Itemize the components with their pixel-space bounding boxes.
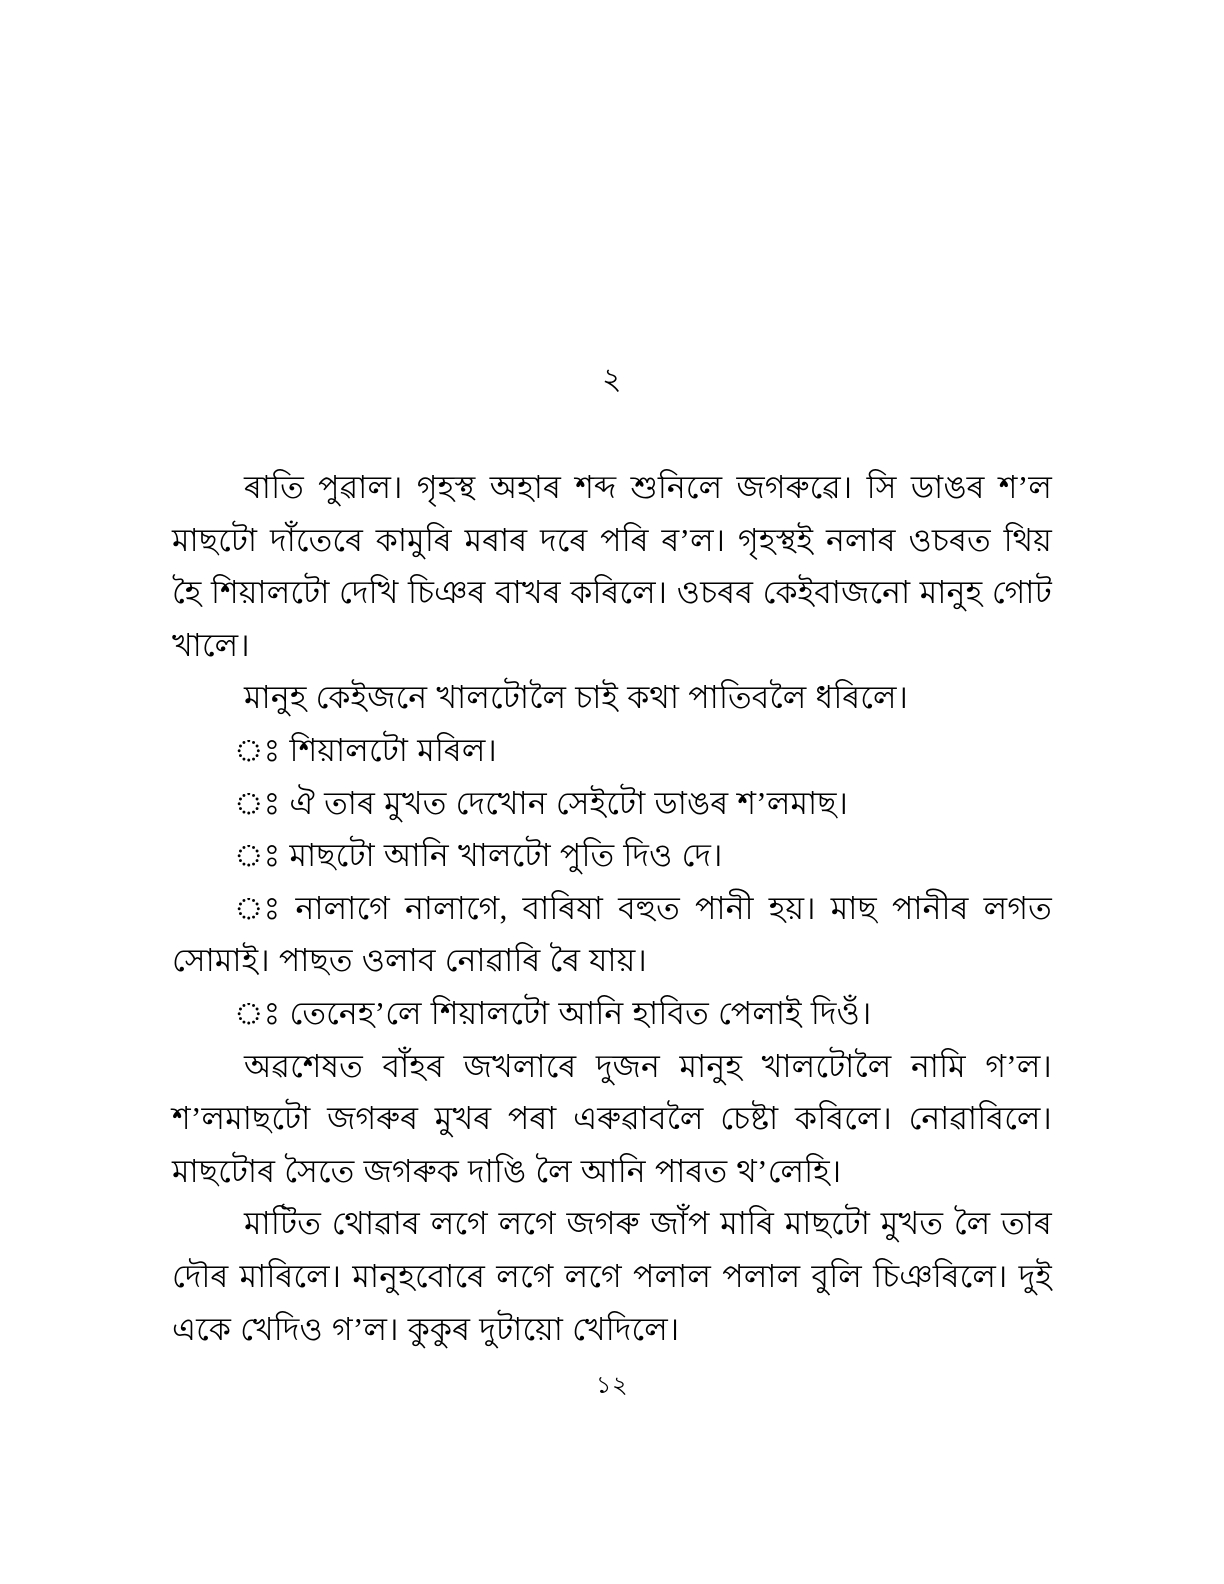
chapter-number: ২ [601,363,622,396]
dialogue-line: ঃ নালাগে নালাগে, বাৰিষা বহুত পানী হয়। মাছ পানীৰ লগত সোমাই। পাছত ওলাব নোৱাৰি ৰৈ যায়। [172,890,1052,979]
body-text-block [172,462,1052,1356]
paragraph: ৰাতি পুৱাল। গৃহস্থ অহাৰ শব্দ শুনিলে জগৰুৱে। সি ডাঙৰ শ’ল মাছটো দাঁতেৰে কামুৰি মৰাৰ দৰে পৰি ৰ’ল। গৃহস্থই নলাৰ ওচৰত থিয় হৈ শিয়ালটো দেখি চিঞৰ বাখৰ কৰিলে। ওচৰৰ কেইবাজনো মানুহ গোট খালে। [172,470,1052,663]
paragraph: মানুহ কেইজনে খালটোলৈ চাই কথা পাতিবলৈ ধৰিলে। [244,680,909,716]
paragraph: অৱশেষত বাঁহৰ জখলাৰে দুজন মানুহ খালটোলৈ নামি গ’ল। শ’লমাছটো জগৰুৰ মুখৰ পৰা এৰুৱাবলৈ চেষ্টা কৰিলে। নোৱাৰিলে। মাছটোৰ সৈতে জগৰুক দাঙি লৈ আনি পাৰত থ’লেহি। [172,1048,1052,1189]
dialogue-line: ঃ ঐ তাৰ মুখত দেখোন সেইটো ডাঙৰ শ’লমাছ। [234,785,849,821]
dialogue-line: ঃ শিয়ালটো মৰিল। [234,732,497,768]
dialogue-line: ঃ মাছটো আনি খালটো পুতি দিও দে। [234,838,723,874]
paragraph: মাটিত থোৱাৰ লগে লগে জগৰু জাঁপ মাৰি মাছটো মুখত লৈ তাৰ দৌৰ মাৰিলে। মানুহবোৰে লগে লগে পলাল পলাল বুলি চিঞৰিলে। দুই একে খেদিও গ’ল। কুকুৰ দুটায়ো খেদিলে। [172,1206,1052,1347]
page-content [172,0,1052,1584]
dialogue-line: ঃ তেনেহ’লে শিয়ালটো আনি হাবিত পেলাই দিওঁ। [234,995,872,1031]
page-number: ১২ [595,1373,629,1399]
